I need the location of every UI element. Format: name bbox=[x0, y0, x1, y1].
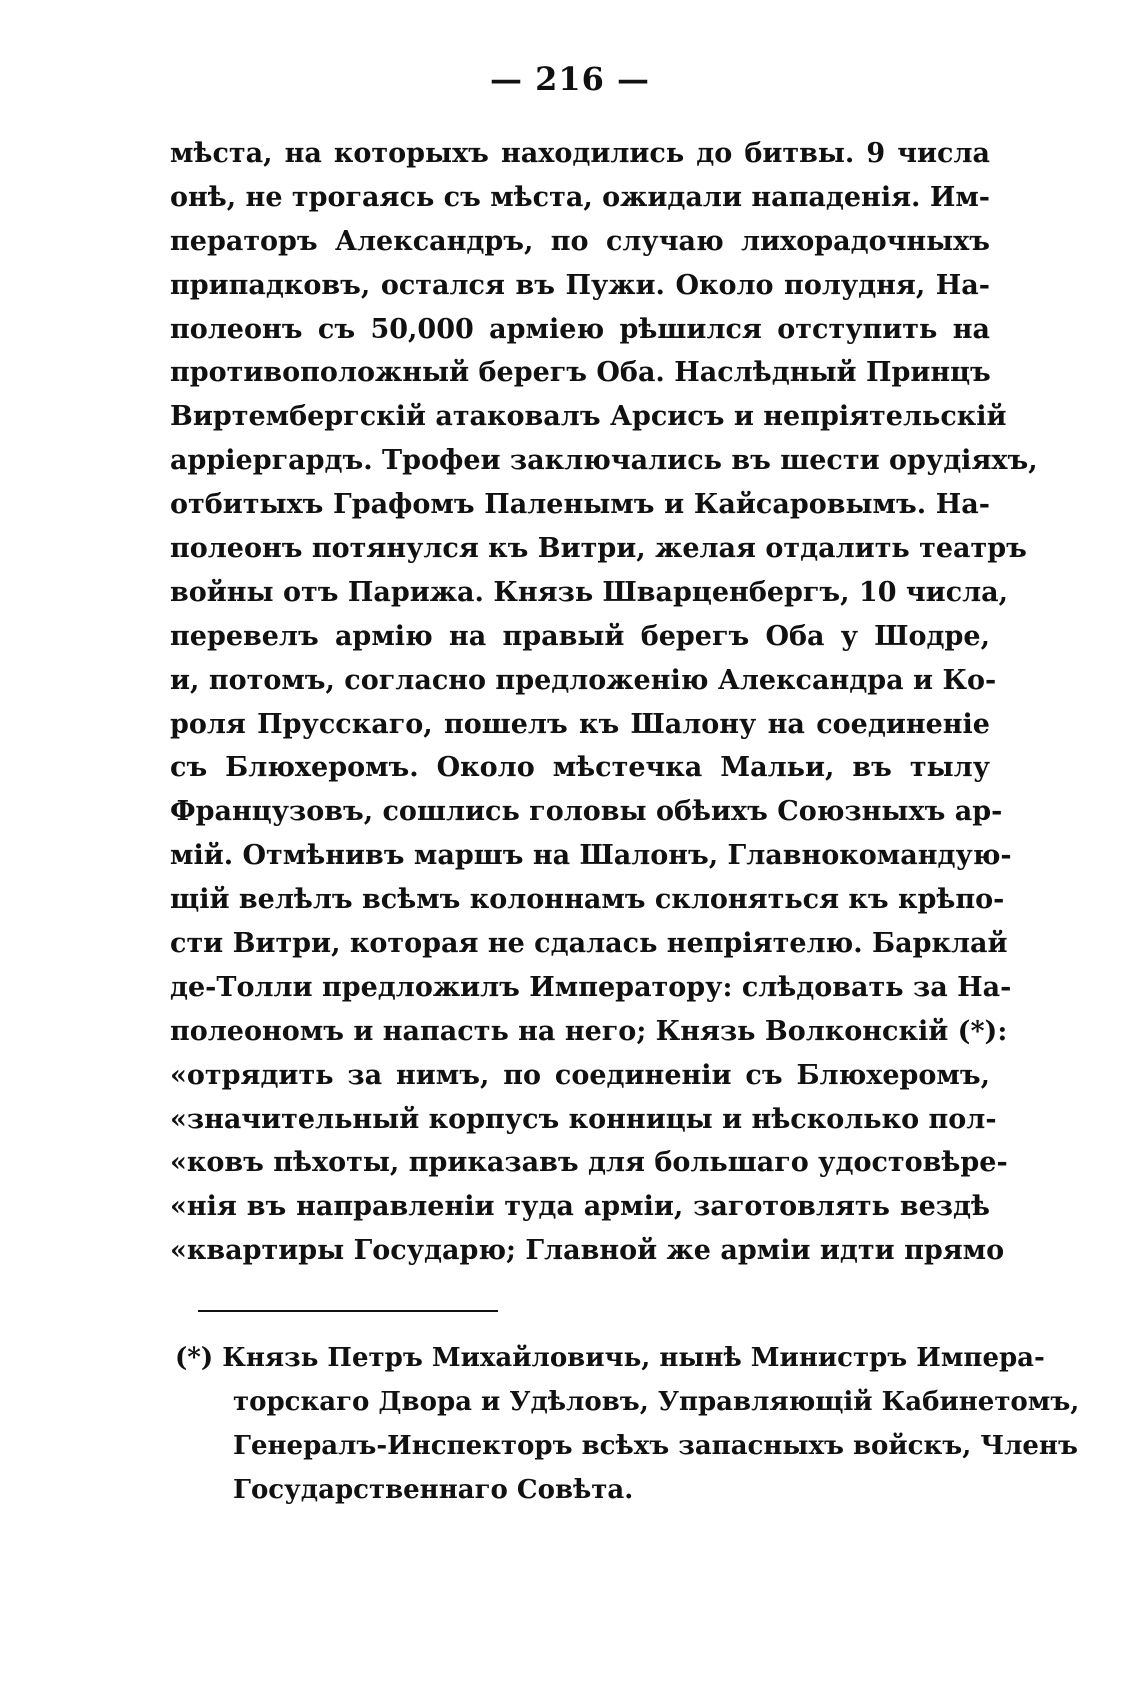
body-line: перевелъ армію на правый берегъ Оба у Шодре, bbox=[170, 620, 990, 652]
body-line: «значительный корпусъ конницы и нѣсколько пол- bbox=[170, 1103, 997, 1135]
body-line: «ковъ пѣхоты, приказавъ для большаго удостовѣре- bbox=[170, 1147, 1008, 1179]
body-line: мій. Отмѣнивъ маршъ на Шалонъ, Главнокомандую- bbox=[170, 840, 1012, 872]
body-line: ператоръ Александръ, по случаю лихорадочныхъ bbox=[170, 225, 990, 257]
body-line: припадковъ, остался въ Пужи. Около полудня, На- bbox=[170, 269, 990, 301]
body-line: щій велѣлъ всѣмъ колоннамъ склоняться къ крѣпо- bbox=[170, 884, 1005, 916]
footnote-line: (*) Князь Петръ Михайловичь, нынѣ Министръ Импера- bbox=[175, 1343, 1045, 1373]
footnote-line: торскаго Двора и Удѣловъ, Управляющій Кабинетомъ, bbox=[233, 1387, 1080, 1417]
body-line: «отрядить за нимъ, по соединеніи съ Блюхеромъ, bbox=[170, 1059, 990, 1091]
body-line: Виртембергскій атаковалъ Арсисъ и непріятельскій bbox=[170, 401, 1007, 433]
body-line: отбитыхъ Графомъ Паленымъ и Кайсаровымъ. На- bbox=[170, 489, 990, 521]
body-line: Французовъ, сошлись головы обѣихъ Союзныхъ ар- bbox=[170, 796, 1003, 828]
body-line: противоположный берегъ Оба. Наслѣдный Принцъ bbox=[170, 357, 991, 389]
footnote bbox=[175, 1336, 1080, 1512]
body-line: арріергардъ. Трофеи заключались въ шести орудіяхъ, bbox=[170, 445, 1038, 477]
body-line: мѣста, на которыхъ находились до битвы. 9 числа bbox=[170, 138, 990, 169]
footnote-line: Генералъ-Инспекторъ всѣхъ запасныхъ войскъ, Членъ bbox=[233, 1431, 1078, 1461]
body-line: онѣ, не трогаясь съ мѣста, ожидали нападенія. Им- bbox=[170, 181, 990, 213]
body-line: «квартиры Государю; Главной же арміи идти прямо bbox=[170, 1235, 1005, 1267]
body-line: «нія въ направленіи туда арміи, заготовлять вездѣ bbox=[170, 1191, 990, 1223]
body-line: сти Витри, которая не сдалась непріятелю. Барклай bbox=[170, 928, 1008, 960]
body-line: полеонъ потянулся къ Витри, желая отдалить театръ bbox=[170, 533, 1027, 565]
body-line: и, потомъ, согласно предложенію Александра и Ко- bbox=[170, 664, 997, 696]
body-line: де-Толли предложилъ Императору: слѣдовать за На- bbox=[170, 971, 1012, 1003]
footnote-line: Государственнаго Совѣта. bbox=[233, 1475, 634, 1505]
body-text bbox=[170, 132, 1038, 1273]
body-line: съ Блюхеромъ. Около мѣстечка Мальи, въ тылу bbox=[170, 752, 990, 784]
body-line: полеономъ и напасть на него; Князь Волконскій (*): bbox=[170, 1015, 1008, 1047]
body-line: войны отъ Парижа. Князь Шварценбергъ, 10 числа, bbox=[170, 576, 1009, 608]
body-line: роля Прусскаго, пошелъ къ Шалону на соединеніе bbox=[170, 708, 990, 740]
footnote-divider bbox=[198, 1310, 498, 1312]
body-line: полеонъ съ 50,000 арміею рѣшился отступить на bbox=[170, 313, 990, 345]
page-number: — 216 — bbox=[489, 60, 651, 98]
